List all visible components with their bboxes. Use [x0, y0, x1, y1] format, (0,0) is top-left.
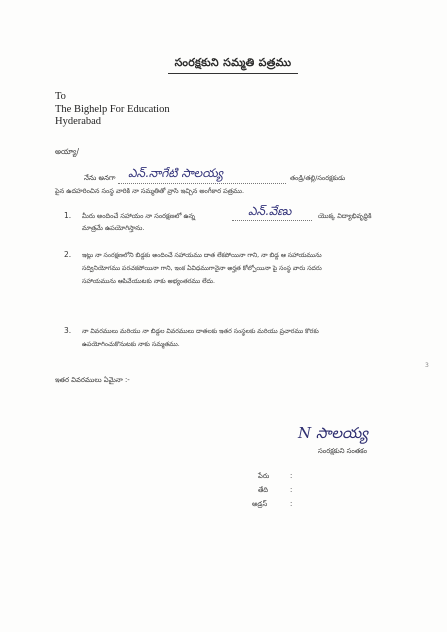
item-3-number: 3. [64, 326, 72, 335]
item-1-line2: మాత్రమే ఉపయోగిస్తాను. [82, 224, 145, 232]
recipient-address [55, 91, 170, 129]
name-dotted-line [118, 183, 286, 184]
margin-mark: 3 [425, 362, 429, 369]
salutation: అయ్యా/ [55, 147, 80, 156]
signature-caption: సంరక్షకుని సంతకం [318, 447, 368, 455]
field-address-label: అడ్రస్ [252, 500, 268, 508]
field-name-sep: : [290, 472, 293, 480]
item-3-line2: ఉపయోగించుకొనుటకు నాకు సమ్మతము. [82, 341, 180, 348]
item-2-line2: సద్వినియోగము పరచకపోయినా గాని, ఇంక ఏవిధముగానైనా అర్హత కోల్పోయినా పై సంస్థ వారు సదరు [82, 265, 322, 272]
handwritten-ward-name: ఎన్.వేణు [248, 204, 292, 218]
handwritten-guardian-name: ఎన్.నాగేటి సాలయ్య [128, 166, 223, 180]
item-2-number: 2. [64, 250, 72, 259]
other-details-label: ఇతర వివరములు ఏమైనా :- [55, 376, 130, 384]
intro-prefix: నేను అనగా [84, 174, 116, 182]
item-1-line1-suffix: యొక్క విద్యాభివృద్ధికి [318, 212, 372, 220]
item-3-line1: నా వివరములు మరియు నా బిడ్డల వివరములు దాతలకు ఇతర సంస్థలకు మరియు ప్రచారము కొరకు [82, 328, 319, 335]
item-1-number: 1. [64, 211, 72, 220]
field-date-sep: : [290, 486, 293, 494]
field-address-sep: : [290, 500, 293, 508]
document-title: సంరక్షకుని సమ్మతి పత్రము [168, 56, 298, 74]
recipient-city: Hyderabad [55, 116, 102, 127]
handwritten-signature: N సాలయ్య [298, 424, 368, 442]
to-label: To [55, 91, 66, 102]
field-name-label: పేరు [258, 472, 270, 480]
item-2-line1: ఇట్లు నా సంరక్షణలోని బిడ్డకు అందించే సహాయము దాత లేకపోయినా గాని, నా బిడ్డ ఆ సహాయమును [82, 252, 322, 259]
item-2-line3: సహాయమును ఆపివేయుటకు నాకు అభ్యంతరము లేదు. [82, 278, 215, 285]
item-1-line1-prefix: మీరు అందించే సహాయం నా సంరక్షణలో ఉన్న [82, 212, 196, 220]
recipient-name: The Bighelp For Education [55, 103, 170, 115]
intro-suffix: తండ్రి/తల్లి/సంరక్షకుడు [290, 174, 346, 182]
field-date-label: తేది [258, 486, 269, 494]
intro-line2: పైన ఉదహరించిన సంస్థ వారికి నా సమ్మతితో వ్రాసి ఇచ్చిన అంగీకార పత్రము. [55, 187, 245, 195]
